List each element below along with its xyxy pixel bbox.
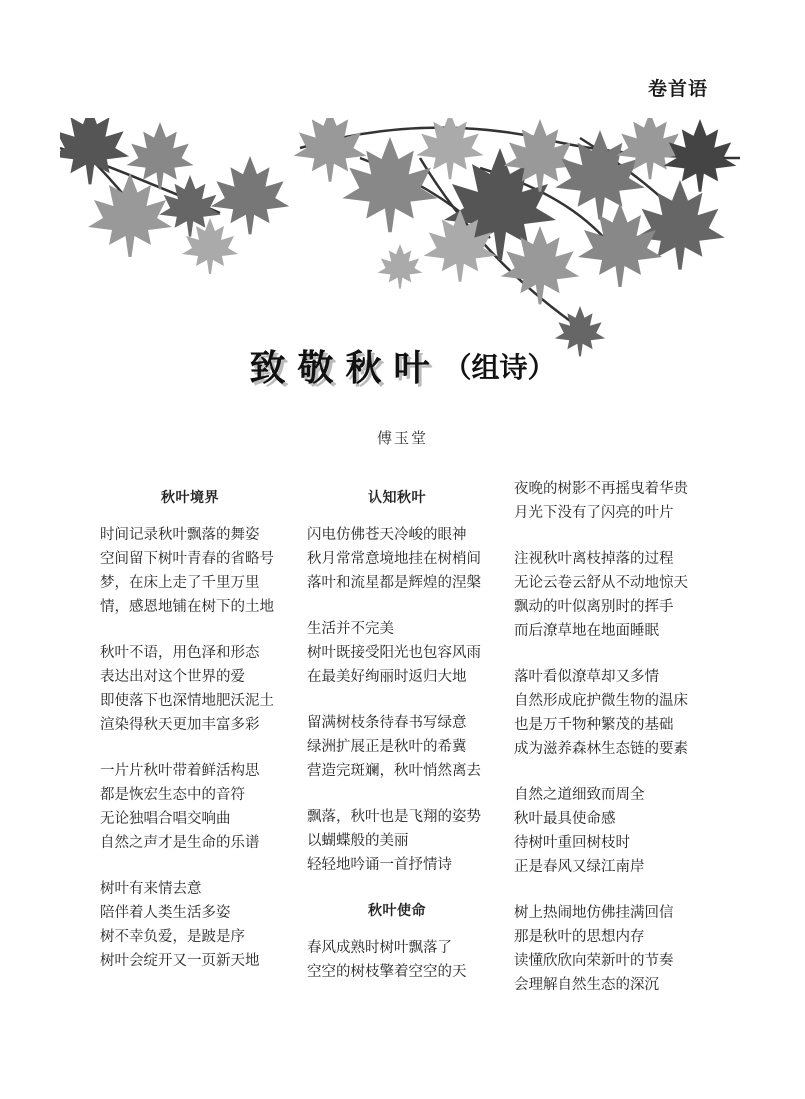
poem-line: 那是秋叶的思想内存 (514, 929, 645, 945)
poem-line: 月光下没有了闪亮的叶片 (514, 505, 674, 521)
poem-stanza (307, 805, 507, 877)
poem-title (0, 340, 805, 392)
poem-line: 读懂欣欣向荣新叶的节奏 (514, 953, 674, 969)
poem-title-main: 致敬秋叶 (249, 347, 442, 389)
poem-column-1 (100, 486, 300, 995)
poem-line: 情，感恩地铺在树下的土地 (100, 599, 274, 615)
poem-line: 秋叶最具使命感 (514, 811, 616, 827)
poem-line: 秋叶不语，用色泽和形态 (100, 645, 260, 661)
poem-line: 轻轻地吟诵一首抒情诗 (307, 857, 452, 873)
poem-title-subtitle: （组诗） (443, 350, 556, 384)
poem-line: 树叶会绽开又一页新天地 (100, 953, 260, 969)
poem-stanza (307, 936, 507, 984)
poem-line: 渲染得秋天更加丰富多彩 (100, 717, 260, 733)
poem-line: 秋月常常意境地挂在树梢间 (307, 551, 481, 567)
poem-line: 也是万千物种繁茂的基础 (514, 717, 674, 733)
poem-line: 在最美好绚丽时返归大地 (307, 669, 467, 685)
poem-line: 营造完斑斓，秋叶悄然离去 (307, 763, 481, 779)
poem-line: 正是春风又绿江南岸 (514, 859, 645, 875)
poem-stanza (514, 665, 714, 761)
poem-stanza (100, 641, 300, 737)
poem-line: 自然之道细致而周全 (514, 787, 645, 803)
poem-line: 树不幸负爱，是跛是序 (100, 929, 245, 945)
section-label: 卷首语 (648, 78, 709, 100)
poem-line: 都是恢宏生态中的音符 (100, 787, 245, 803)
author-name: 傅玉堂 (376, 429, 428, 447)
poem-line: 注视秋叶离枝掉落的过程 (514, 551, 674, 567)
poem-stanza (514, 547, 714, 643)
poem-section-heading: 秋叶使命 (368, 903, 426, 919)
poem-stanza (514, 477, 714, 525)
poem-line: 空空的树枝擎着空空的天 (307, 964, 467, 980)
poem-line: 树叶既接受阳光也包容风雨 (307, 645, 481, 661)
poem-line: 梦，在床上走了千里万里 (100, 575, 260, 591)
poem-line: 绿洲扩展正是秋叶的希冀 (307, 739, 467, 755)
poem-line: 表达出对这个世界的爱 (100, 669, 245, 685)
poem-line: 生活并不完美 (307, 621, 394, 637)
poem-stanza (514, 783, 714, 879)
poem-stanza (100, 877, 300, 973)
poem-line: 飘落，秋叶也是飞翔的姿势 (307, 809, 481, 825)
poem-stanza (307, 617, 507, 689)
poem-line: 无论云卷云舒从不动地惊天 (514, 575, 688, 591)
poem-stanza (307, 523, 507, 595)
poem-line: 春风成熟时树叶飘落了 (307, 940, 452, 956)
poem-stanza (100, 523, 300, 619)
poem-line: 落叶和流星都是辉煌的涅槃 (307, 575, 481, 591)
poem-section-heading: 认知秋叶 (368, 490, 426, 506)
poem-stanza (100, 759, 300, 855)
poem-line: 夜晚的树影不再摇曳着华贵 (514, 481, 688, 497)
maple-leaves-illustration (60, 118, 740, 358)
poem-line: 无论独唱合唱交响曲 (100, 811, 231, 827)
poem-line: 而后潦草地在地面睡眠 (514, 623, 659, 639)
poem-line: 闪电仿佛苍天冷峻的眼神 (307, 527, 467, 543)
poem-line: 陪伴着人类生活多姿 (100, 905, 231, 921)
poem-line: 留满树枝条待春书写绿意 (307, 715, 467, 731)
poem-section-heading: 秋叶境界 (161, 490, 219, 506)
poem-line: 树上热闹地仿佛挂满回信 (514, 905, 674, 921)
poem-line: 待树叶重回树枝时 (514, 835, 630, 851)
poem-line: 自然之声才是生命的乐谱 (100, 835, 260, 851)
poem-line: 一片片秋叶带着鲜活构思 (100, 763, 260, 779)
poem-line: 即使落下也深情地肥沃泥土 (100, 693, 274, 709)
poem-stanza (307, 711, 507, 783)
poem-column-2 (307, 486, 507, 1006)
poem-line: 落叶看似潦草却又多情 (514, 669, 659, 685)
poem-column-3 (514, 477, 714, 1019)
poem-stanza (514, 901, 714, 997)
poem-line: 空间留下树叶青春的省略号 (100, 551, 274, 567)
poem-line: 自然形成庇护微生物的温床 (514, 693, 688, 709)
poem-line: 会理解自然生态的深沉 (514, 977, 659, 993)
poem-line: 成为滋养森林生态链的要素 (514, 741, 688, 757)
poem-line: 树叶有来情去意 (100, 881, 202, 897)
poem-line: 飘动的叶似离别时的挥手 (514, 599, 674, 615)
poem-line: 以蝴蝶般的美丽 (307, 833, 409, 849)
poem-line: 时间记录秋叶飘落的舞姿 (100, 527, 260, 543)
